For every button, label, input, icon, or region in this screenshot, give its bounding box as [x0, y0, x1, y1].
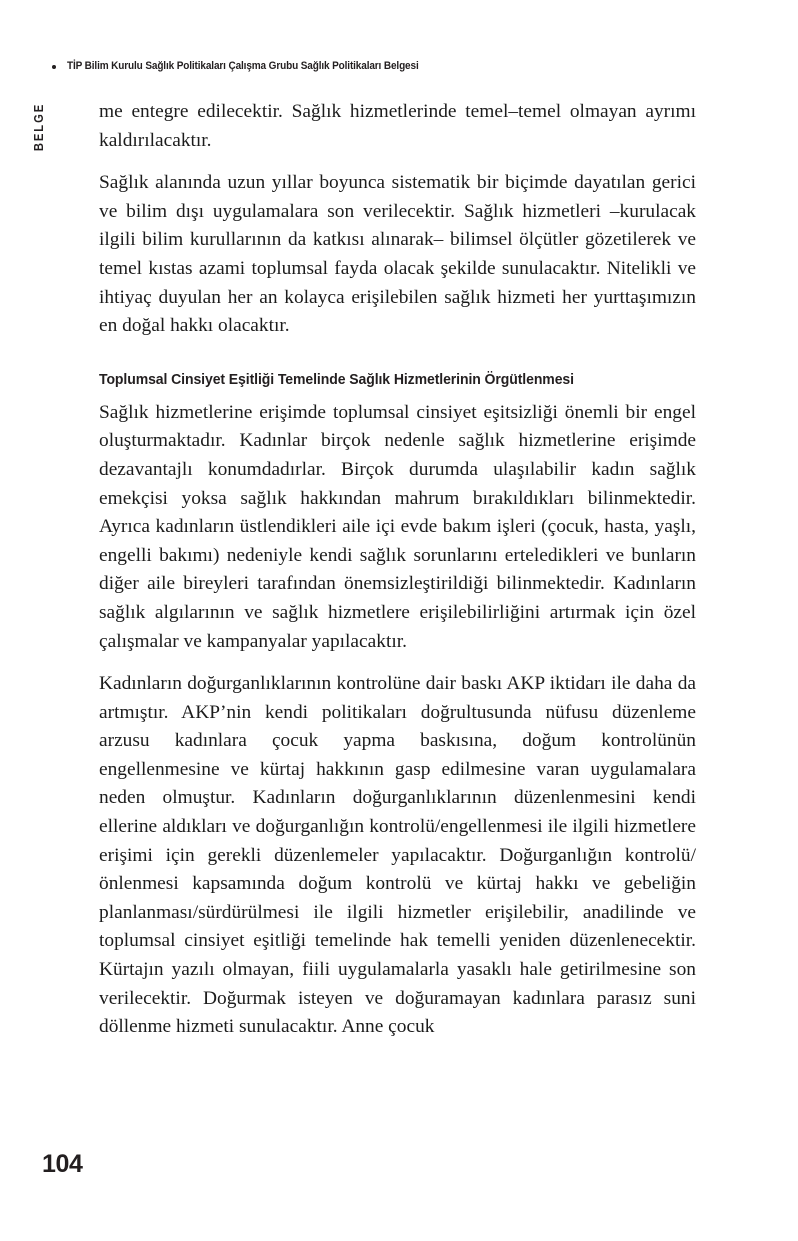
running-head — [52, 60, 712, 72]
side-tab-label: BELGE — [32, 102, 46, 152]
page-number: 104 — [42, 1150, 83, 1178]
running-head-label: TİP Bilim Kurulu Sağlık Politikaları Çalışma Grubu Sağlık Politikaları Belgesi — [67, 60, 419, 72]
section-heading: Toplumsal Cinsiyet Eşitliği Temelinde Sağlık Hizmetlerinin Örgütlenmesi — [99, 370, 574, 388]
paragraph-gender-access: Sağlık hizmetlerine erişimde toplumsal cinsiyet eşitsizliği önemli bir engel oluşturmaktadır. Kadınlar birçok nedenle sağlık hizmetlerine erişimde dezavantajlı konumdadırlar. Birçok durumda ulaşılabilir kadın sağlık emekçisi yoksa sağlık hakkından mahrum bırakıldıkları bilinmektedir. Ayrıca kadınların üstlendikleri aile içi evde bakım işleri (çocuk, hasta, yaşlı, engelli bakımı) nedeniyle kendi sağlık sorunlarını erteledikleri ve bunların diğer aile bireyleri tarafından önemsizleştirildiği bilinmektedir. Kadınların sağlık algılarının ve sağlık hizmetlere erişilebilirliğini artırmak için özel çalışmalar ve kampanyalar yapılacaktır. — [99, 401, 696, 652]
paragraph-health-services: Sağlık alanında uzun yıllar boyunca sistematik bir biçimde dayatılan gerici ve bilim dışı uygulamalara son verilecektir. Sağlık hizmetleri –kurulacak ilgili bilim kurullarının da katkısı alınarak– bilimsel ölçütler gözetilerek ve temel kıstas azami toplumsal fayda olacak şekilde sunulacaktır. Nitelikli ve ihtiyaç duyulan her an kolayca erişilebilen sağlık hizmeti her yurttaşımızın en doğal hakkı olacaktır. — [99, 172, 696, 337]
bullet-icon — [52, 65, 56, 69]
paragraph-intro-continuation: me entegre edilecektir. Sağlık hizmetlerinde temel–temel olmayan ayrımı kaldırılacaktır. — [99, 101, 696, 151]
side-tab-belge — [28, 88, 50, 166]
text-column — [99, 98, 696, 1042]
paragraph-reproductive-rights: Kadınların doğurganlıklarının kontrolüne dair baskı AKP iktidarı ile daha da artmıştır. AKP’nin kendi politikaları doğrultusunda nüfusu düzenleme arzusu kadınlara çocuk yapma baskısına, doğum kontrolünün engellenmesine ve kürtaj hakkının gasp edilmesine varan uygulamalara neden olmuştur. Kadınların doğurganlıklarının düzenlenmesini kendi ellerine aldıkları ve doğurganlığın kontrolü/engellenmesi ile ilgili hizmetlere erişimi için gerekli düzenlemeler yapılacaktır. Doğurganlığın kontrolü/önlenmesi kapsamında doğum kontrolü ve kürtaj hakkı ve gebeliğin planlanması/sürdürülmesi ile ilgili hizmetler erişilebilir, anadilinde ve toplumsal cinsiyet eşitliği temelinde hak temelli yeniden düzenlenecektir. Kürtajın yazılı olmayan, fiili uygulamalarla yasaklı hale getirilmesine son verilecektir. Doğurmak isteyen ve doğuramayan kadınlara parasız suni döllenme hizmeti sunulacaktır. Anne çocuk — [99, 673, 696, 1038]
